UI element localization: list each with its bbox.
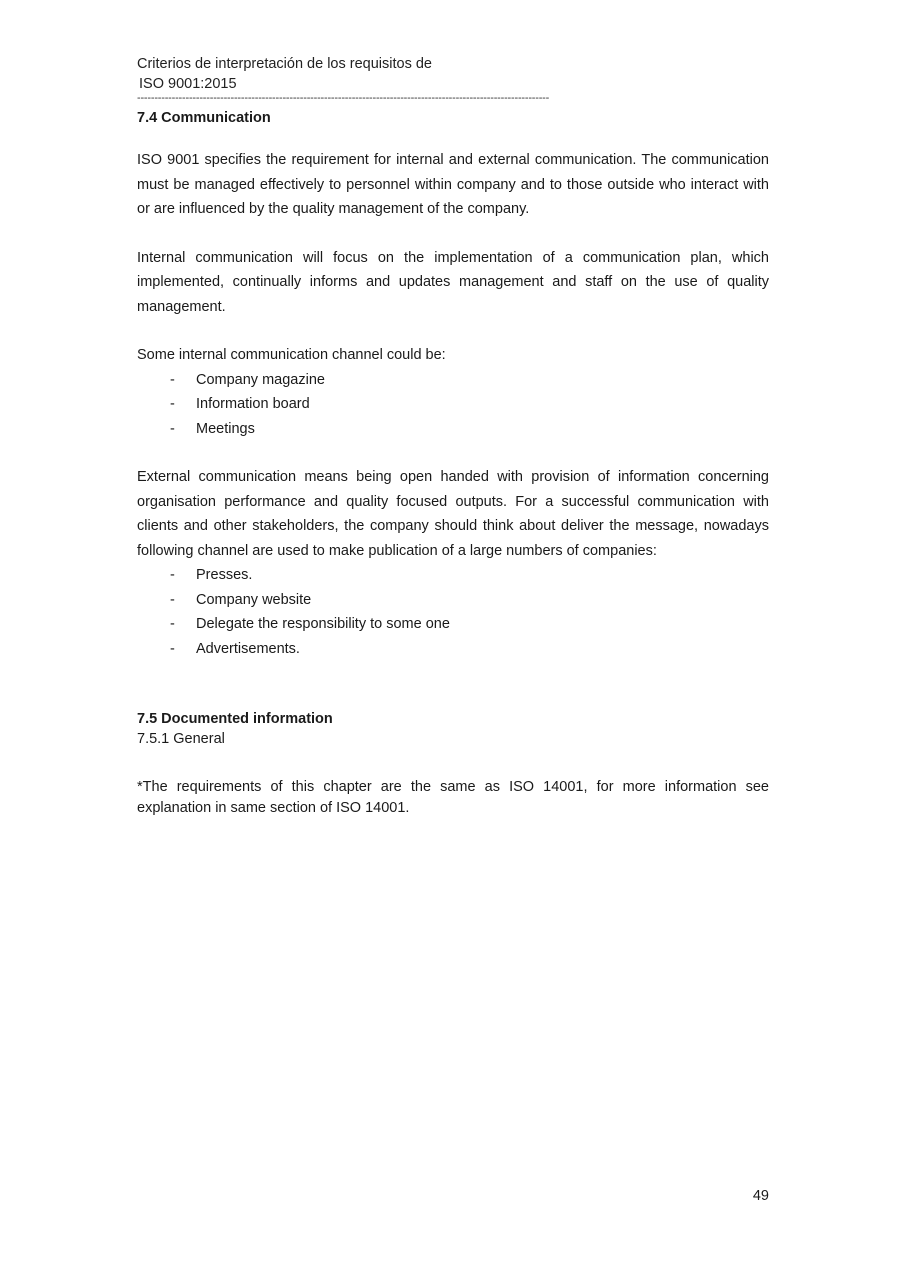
paragraph-iso-communication: ISO 9001 specifies the requirement for internal and external communication. The communication must be managed effectively to personnel within company and to those outside who interact with or are influenced by the quality management of the company. (137, 152, 769, 217)
section-heading-7-4: 7.4 Communication (137, 110, 271, 126)
list-item (137, 588, 769, 613)
list-item (137, 563, 769, 588)
list-item-text: Company magazine (196, 371, 325, 388)
list-item (137, 368, 769, 393)
running-header-line-2: ISO 9001:2015 (139, 76, 237, 92)
internal-channels-list (137, 368, 769, 442)
list-bullet: - (170, 420, 175, 437)
list-bullet: - (170, 396, 175, 412)
document-page (137, 54, 769, 819)
subsection-heading-7-5-1: 7.5.1 General (137, 731, 225, 747)
list-item (137, 637, 769, 662)
paragraph-external-communication: External communication means being open handed with provision of information concerning organisation performance and quality focused outputs. For a successful communication with clients and other stakeholders, the company should think about deliver the message, nowadays following channel are used to make publication of a large numbers of companies: (137, 469, 769, 559)
section-heading-7-5: 7.5 Documented information (137, 711, 333, 727)
list-item-text: Company website (196, 591, 312, 608)
list-bullet: - (170, 567, 175, 583)
list-item-text: Presses. (196, 567, 253, 583)
list-bullet: - (170, 616, 175, 632)
running-header-line-1: Criterios de interpretación de los requisitos de (137, 56, 432, 72)
list-item-text: Information board (196, 396, 310, 412)
list-item (137, 392, 769, 417)
list-bullet: - (170, 591, 175, 608)
internal-channels-intro: Some internal communication channel could be: (137, 347, 446, 363)
list-item (137, 612, 769, 637)
header-dashed-rule: ----------------------------------------------------------------------------------------------------------------------- (137, 92, 550, 104)
paragraph-internal-communication: Internal communication will focus on the implementation of a communication plan, which implemented, continually informs and updates management and staff on the use of quality management. (137, 249, 769, 315)
paragraph-iso-14001-note: *The requirements of this chapter are the same as ISO 14001, for more information see explanation in same section of ISO 14001. (137, 779, 769, 816)
page-number: 49 (752, 1188, 769, 1204)
list-item-text: Delegate the responsibility to some one (196, 616, 450, 632)
list-item-text: Advertisements. (196, 640, 300, 657)
list-bullet: - (170, 371, 175, 388)
external-channels-list (137, 563, 769, 661)
list-item (137, 417, 769, 442)
list-item-text: Meetings (196, 420, 255, 437)
list-bullet: - (170, 640, 175, 657)
